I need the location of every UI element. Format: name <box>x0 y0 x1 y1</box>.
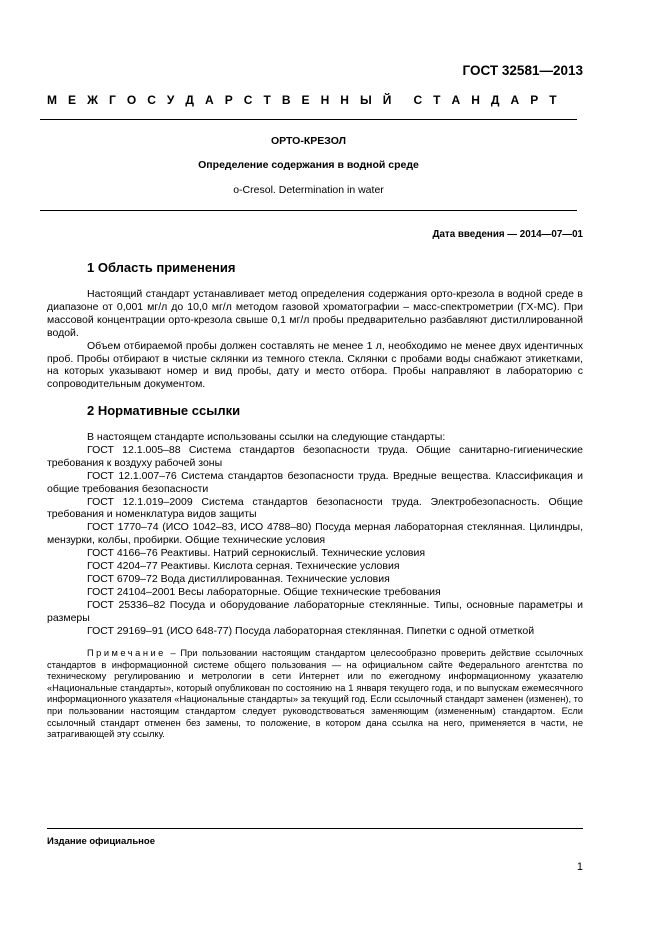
banner-letter: В <box>281 93 291 107</box>
section-heading-references: 2 Нормативные ссылки <box>87 403 241 418</box>
banner-letter: Е <box>68 93 77 107</box>
banner-letter: Д <box>490 93 500 107</box>
reference-item: ГОСТ 12.1.019–2009 Система стандартов безопасности труда. Электробезопасность. Общие требования и номенклатура видов защиты <box>47 495 583 521</box>
banner-letter: Т <box>549 93 557 107</box>
introduction-date: Дата введения — 2014—07—01 <box>432 229 583 240</box>
reference-item: ГОСТ 1770–74 (ИСО 1042–83, ИСО 4788–80) Посуда мерная лабораторная стеклянная. Цилиндры, мензурки, колбы, пробирки. Общие технические условия <box>47 521 583 547</box>
banner-letter: Т <box>263 93 271 107</box>
reference-item: ГОСТ 6709–72 Вода дистиллированная. Технические условия <box>87 572 390 585</box>
footer-rule <box>47 828 583 829</box>
banner-letter: М <box>47 93 57 107</box>
banner-letter: Е <box>301 93 310 107</box>
banner-letter: С <box>147 93 156 107</box>
note-block <box>47 648 583 741</box>
reference-item: ГОСТ 29169–91 (ИСО 648-77) Посуда лабораторная стеклянная. Пипетки с одной отметкой <box>87 624 535 637</box>
banner-letter: С <box>243 93 253 107</box>
banner-letter: Г <box>108 93 116 107</box>
banner-letter: Н <box>340 93 349 107</box>
paragraph: Настоящий стандарт устанавливает метод определения содержания орто-крезола в водной среде в диапазоне от 0,001 мг/л до 10,0 мг/л методом газовой хроматографии – масс-спектрометрии (ГХ-МС). При массовой концентрации орто-крезола свыше 0,1 мг/л пробы предварительно разбавляют дистиллированной водой. <box>47 288 583 339</box>
reference-item: ГОСТ 12.1.007–76 Система стандартов безопасности труда. Вредные вещества. Классификация и общие требования безопасности <box>47 469 583 495</box>
paragraph: Объем отбираемой пробы должен составлять не менее 1 л, необходимо не менее двух идентичных проб. Пробы отбирают в чистые склянки из темного стекла. Склянки с пробами воды снабжают этикетками, на которых указывают номер и вид пробы, дату и место отбора. Пробы направляют в лабораторию с сопроводительным документом. <box>47 339 583 391</box>
banner-letter: Ы <box>359 93 372 107</box>
reference-item: ГОСТ 4166–76 Реактивы. Натрий сернокислый. Технические условия <box>87 547 426 560</box>
note-paragraph <box>47 648 583 741</box>
reference-item: ГОСТ 4204–77 Реактивы. Кислота серная. Технические условия <box>87 560 400 573</box>
section-heading-scope: 1 Область применения <box>87 260 236 275</box>
references-list <box>47 431 583 638</box>
header-rule <box>40 119 577 120</box>
page-number: 1 <box>576 861 583 873</box>
document-title: ОРТО-КРЕЗОЛ <box>271 135 346 147</box>
note-text: – При пользовании настоящим стандартом целесообразно проверить действие ссылочных стандартов в информационной системе общего пользования — на официальном сайте Федерального агентства по техническому регулированию и метрологии в сети Интернет или по ежегодному информационному указателю «Национальные стандарты», который опубликован по состоянию на 1 января текущего года, и по выпускам ежемесячного информационного указателя «Национальные стандарты» за текущий год. Если ссылочный стандарт заменен (изменен), то при пользовании настоящим стандартом следует руководствоваться заменяющим (измененным) стандартом. Если ссылочный стандарт отменен без замены, то положение, в котором дана ссылка на него, применяется в части, не затрагивающей эту ссылку. <box>47 648 583 740</box>
banner-letter: Р <box>530 93 539 107</box>
interstate-standard-banner <box>47 93 557 107</box>
banner-letter: У <box>166 93 175 107</box>
banner-letter: Р <box>224 93 233 107</box>
edition-label: Издание официальное <box>47 836 155 847</box>
banner-letter: С <box>413 93 423 107</box>
document-subtitle: Определение содержания в водной среде <box>198 159 419 171</box>
reference-item: ГОСТ 25336–82 Посуда и оборудование лабораторные стеклянные. Типы, основные параметры и размеры <box>47 598 583 624</box>
banner-letter: А <box>510 93 520 107</box>
banner-letter: А <box>204 93 214 107</box>
banner-letter: Н <box>320 93 330 107</box>
standard-number: ГОСТ 32581—2013 <box>462 63 583 78</box>
scope-section-body <box>47 288 583 391</box>
title-rule <box>40 210 577 211</box>
banner-letter: Н <box>471 93 480 107</box>
banner-letter: Т <box>433 93 441 107</box>
reference-item: ГОСТ 24104–2001 Весы лабораторные. Общие технические требования <box>87 585 441 598</box>
reference-item: ГОСТ 12.1.005–88 Система стандартов безопасности труда. Общие санитарно-гигиенические требования к воздуху рабочей зоны <box>47 443 583 469</box>
banner-letter: Д <box>185 93 194 107</box>
document-title-english: o-Cresol. Determination in water <box>233 184 384 196</box>
banner-letter: О <box>126 93 137 107</box>
banner-letter: Ж <box>87 93 98 107</box>
banner-letter: Й <box>382 93 392 107</box>
reference-intro: В настоящем стандарте использованы ссылки на следующие стандарты: <box>87 431 446 443</box>
note-label: Примечание <box>87 648 166 658</box>
banner-letter: А <box>451 93 461 107</box>
